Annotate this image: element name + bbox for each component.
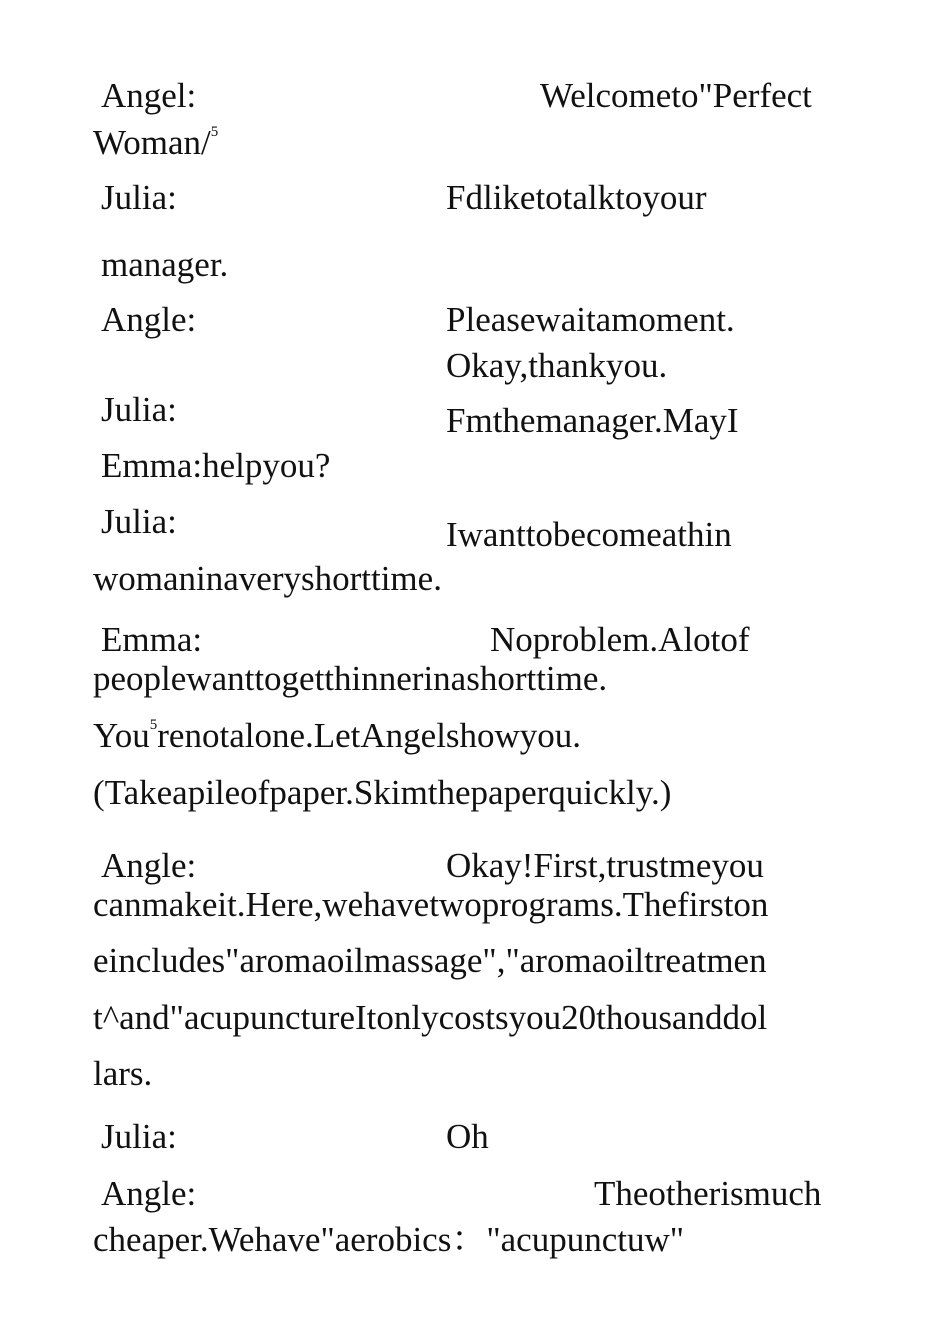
dialogue-text: womaninaveryshorttime. xyxy=(93,559,442,598)
dialogue-text: manager. xyxy=(101,245,229,284)
superscript-mark: 5 xyxy=(149,717,158,733)
speaker-label: Angle: xyxy=(101,846,197,885)
dialogue-text: You xyxy=(93,716,150,755)
dialogue-text: Fmthemanager.MayI xyxy=(446,401,739,440)
stage-direction: (Takeapileofpaper.Skimthepaperquickly.) xyxy=(93,773,672,812)
speaker-label: Emma: xyxy=(101,620,203,659)
dialogue-text: Okay!First,trustmeyou xyxy=(446,846,764,885)
dialogue-text: Okay,thankyou. xyxy=(446,346,668,385)
dialogue-text: cheaper.Wehave"aerobics："acupunctuw" xyxy=(93,1220,685,1259)
dialogue-text: Emma:helpyou? xyxy=(101,446,331,485)
speaker-label: Julia: xyxy=(101,390,177,429)
dialogue-text: lars. xyxy=(93,1054,153,1093)
dialogue-text: renotalone.LetAngelshowyou. xyxy=(157,716,582,755)
speaker-label: Julia: xyxy=(101,178,177,217)
dialogue-text: t^and"acupunctureItonlycostsyou20thousanddol xyxy=(93,998,768,1037)
dialogue-text: Fdliketotalktoyour xyxy=(446,178,707,217)
speaker-label: Julia: xyxy=(101,502,177,541)
dialogue-text: Woman/ xyxy=(93,123,211,162)
dialogue-line xyxy=(93,125,218,160)
dialogue-text: Noproblem.Alotof xyxy=(490,620,750,659)
superscript-mark: 5 xyxy=(210,124,219,140)
speaker-label: Angle: xyxy=(101,300,197,339)
dialogue-text: canmakeit.Here,wehavetwoprograms.Thefirston xyxy=(93,885,769,924)
dialogue-text: Welcometo"Perfect xyxy=(540,76,812,115)
dialogue-text: peoplewanttogetthinnerinashorttime. xyxy=(93,659,608,698)
speaker-label: Angel: xyxy=(101,76,197,115)
speaker-label: Angle: xyxy=(101,1174,197,1213)
dialogue-text: Iwanttobecomeathin xyxy=(446,515,732,554)
dialogue-text: eincludes"aromaoilmassage","aromaoiltreatmen xyxy=(93,941,767,980)
dialogue-text: Oh xyxy=(446,1117,489,1156)
speaker-label: Julia: xyxy=(101,1117,177,1156)
dialogue-text: Theotherismuch xyxy=(594,1174,822,1213)
dialogue-line xyxy=(93,718,581,753)
dialogue-text: Pleasewaitamoment. xyxy=(446,300,735,339)
